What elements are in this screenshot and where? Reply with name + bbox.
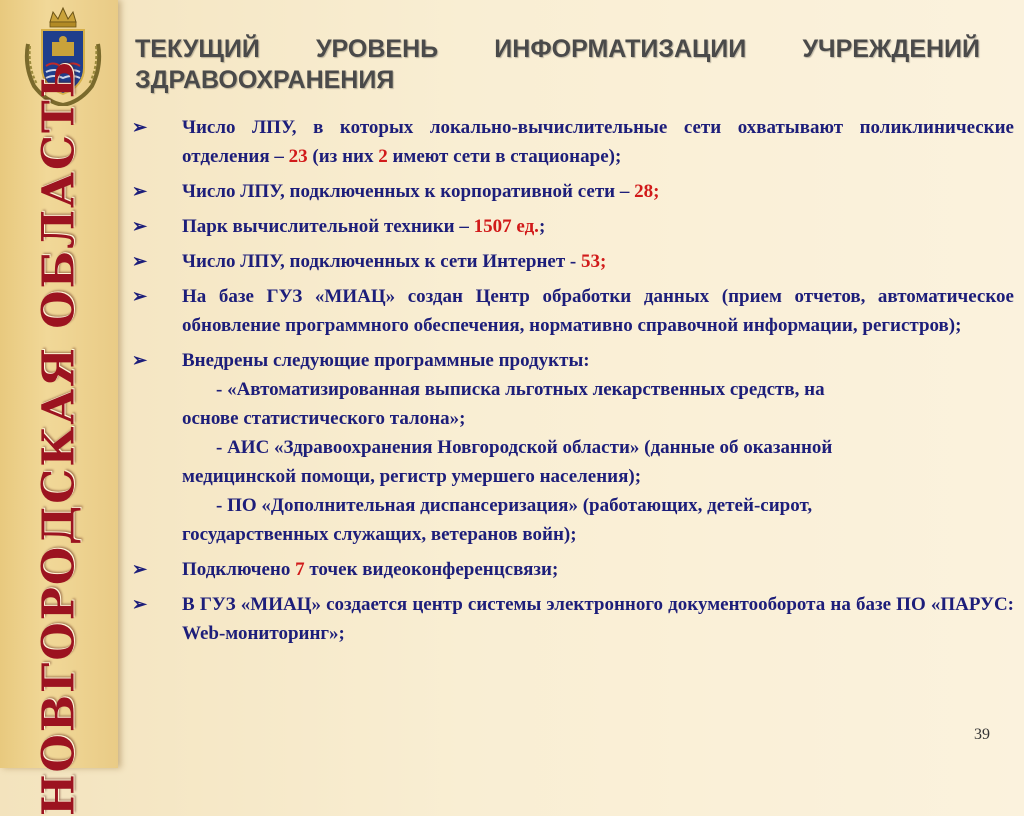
list-item: ➢ В ГУЗ «МИАЦ» создается центр системы электронного документооборота на базе ПО «ПАРУС: Web-мониторинг»; bbox=[130, 590, 1014, 648]
sidebar bbox=[0, 0, 118, 816]
sub-item-line: - «Автоматизированная выписка льготных лекарственных средств, на bbox=[216, 379, 825, 400]
list-item: ➢ Подключено 7 точек видеоконференцсвязи; bbox=[130, 555, 1014, 584]
sub-item-line: основе статистического талона»; bbox=[182, 408, 466, 429]
sub-item-line: - АИС «Здравоохранения Новгородской области» (данные об оказанной bbox=[216, 437, 833, 458]
arrow-bullet-icon: ➢ bbox=[132, 594, 148, 614]
arrow-bullet-icon: ➢ bbox=[132, 286, 148, 306]
region-name-vertical: НОВГОРОДСКАЯ ОБЛАСТЬ bbox=[33, 59, 85, 816]
sub-item-line: - ПО «Дополнительная диспансеризация» (работающих, детей-сирот, bbox=[216, 495, 813, 516]
list-item: ➢ Число ЛПУ, подключенных к сети Интернет - 53; bbox=[130, 247, 1014, 276]
list-item: ➢ Число ЛПУ, подключенных к корпоративной сети – 28; bbox=[130, 177, 1014, 206]
arrow-bullet-icon: ➢ bbox=[132, 181, 148, 201]
arrow-bullet-icon: ➢ bbox=[132, 216, 148, 236]
arrow-bullet-icon: ➢ bbox=[132, 350, 148, 370]
slide-title: ТЕКУЩИЙ УРОВЕНЬ ИНФОРМАТИЗАЦИИ УЧРЕЖДЕНИЙ ЗДРАВООХРАНЕНИЯ bbox=[135, 35, 980, 94]
sub-item-line: медицинской помощи, регистр умершего населения); bbox=[182, 466, 642, 487]
list-item: ➢ Парк вычислительной техники – 1507 ед.; bbox=[130, 212, 1014, 241]
arrow-bullet-icon: ➢ bbox=[132, 117, 148, 137]
bullet-list bbox=[130, 113, 1014, 654]
list-item: ➢ Число ЛПУ, в которых локально-вычислительные сети охватывают поликлинические отделения – 23 (из них 2 имеют сети в стационаре); bbox=[130, 113, 1014, 171]
arrow-bullet-icon: ➢ bbox=[132, 251, 148, 271]
list-item: ➢ Внедрены следующие программные продукты: - «Автоматизированная выписка льготных лекарственных средств, на основе статистического талона»; - АИС «Здравоохранения Новгородской области» (данные об оказанной медицинской помощи, регистр умершего населения); - ПО «Дополнительная диспансеризация» (работающих, детей-сирот, государственных служащих, ветеранов войн); bbox=[130, 346, 1014, 549]
arrow-bullet-icon: ➢ bbox=[132, 559, 148, 579]
page-number: 39 bbox=[974, 726, 990, 743]
sub-item-line: государственных служащих, ветеранов войн); bbox=[182, 524, 577, 545]
list-item: ➢ На базе ГУЗ «МИАЦ» создан Центр обработки данных (прием отчетов, автоматическое обновление программного обеспечения, нормативно справочной информации, регистров); bbox=[130, 282, 1014, 340]
